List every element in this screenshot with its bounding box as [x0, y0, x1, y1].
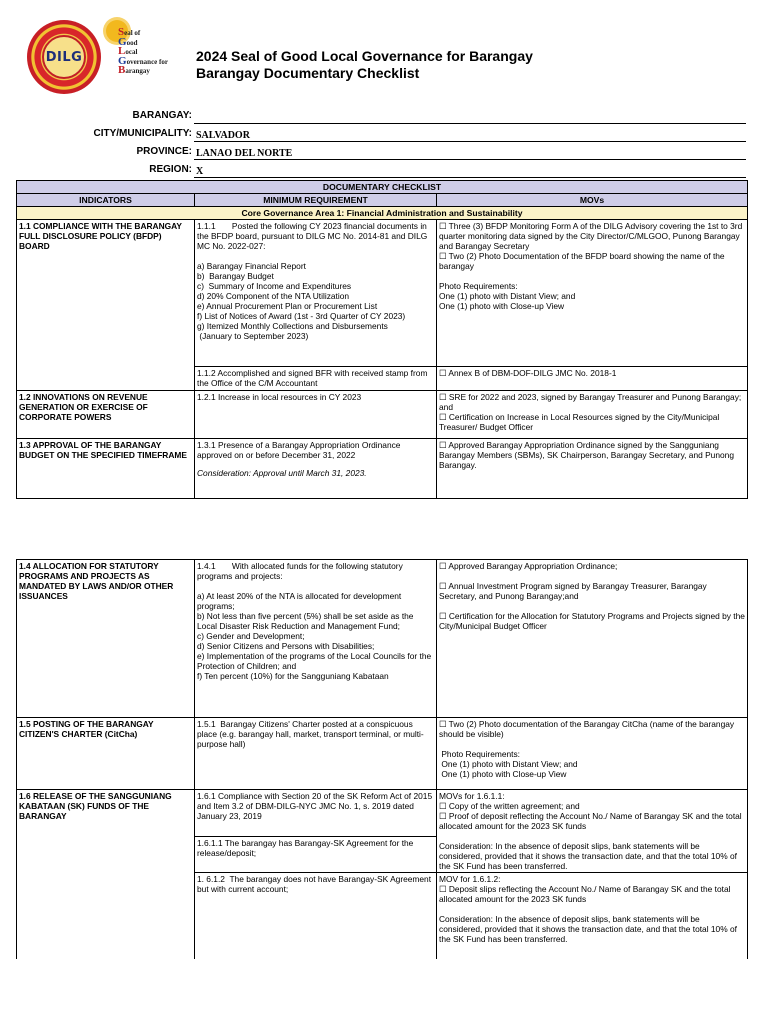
- table-row: [17, 391, 748, 439]
- region-field: [0, 164, 768, 180]
- requirement-cell: 1.5.1 Barangay Citizens' Charter posted at a conspicuous place (e.g. barangay hall, market, transport terminal, or multi-purpose hall): [195, 718, 437, 790]
- seal-of-good-local-governance-logo: Seal of Good Local Governance for Barangay: [106, 18, 184, 98]
- column-header-indicators: INDICATORS: [17, 194, 195, 207]
- requirement-text: 1.3.1 Presence of a Barangay Appropriation Ordinance approved on or before December 31, 2022: [197, 440, 403, 460]
- requirement-cell: 1.6.1.1 The barangay has Barangay-SK Agreement for the release/deposit;: [195, 836, 437, 872]
- table-row: [17, 560, 748, 718]
- mov-cell: MOVs for 1.6.1.1: ☐ Copy of the written agreement; and ☐ Proof of deposit reflecting the Account No./ Name of Barangay SK and the total allocated amount for the 2023 SK funds Consideration: In the absence of deposit slips, bank statements will be considered, provided that it shows the transaction date, and that the total 10% of the SK Fund has been transferred.: [437, 790, 748, 873]
- mov-cell: ☐ Annex B of DBM-DOF-DILG JMC No. 2018-1: [437, 367, 748, 391]
- city-label: CITY/MUNICIPALITY:: [93, 128, 192, 139]
- document-title: [196, 48, 533, 82]
- title-line-2: Barangay Documentary Checklist: [196, 65, 420, 81]
- requirement-consideration: Consideration: Approval until March 31, 2023.: [197, 468, 367, 478]
- governance-area-title: Core Governance Area 1: Financial Administration and Sustainability: [17, 207, 748, 220]
- requirement-cell: 1.1.2 Accomplished and signed BFR with received stamp from the Office of the C/M Accountant: [195, 367, 437, 391]
- mov-cell: ☐ Approved Barangay Appropriation Ordinance signed by the Sangguniang Barangay Members (SBMs), SK Chairperson, Barangay Secretary, and Punong Barangay.: [437, 439, 748, 499]
- requirement-cell: 1. 6.1.2 The barangay does not have Barangay-SK Agreement but with current account;: [195, 873, 437, 959]
- mov-cell: ☐ SRE for 2022 and 2023, signed by Barangay Treasurer and Punong Barangay; and ☐ Certification on Increase in Local Resources signed by the City/Municipal Treasurer/ Budget Officer: [437, 391, 748, 439]
- province-value[interactable]: LANAO DEL NORTE: [196, 148, 293, 159]
- requirement-cell: 1.6.1 Compliance with Section 20 of the SK Reform Act of 2015 and Item 3.2 of DBM-DILG-NYC JMC No. 1, s. 2019 dated January 23, 2019: [195, 790, 437, 837]
- requirement-cell: 1.1.1 Posted the following CY 2023 financial documents in the BFDP board, pursuant to DILG MC No. 2014-81 and DILG MC No. 2022-027: a) Barangay Financial Report b) Barangay Budget c) Summary of Income and Expenditures d) 20% Component of the NTA Utilization e) Annual Procurement Plan or Procurement List f) List of Notices of Award (1st - 3rd Quarter of CY 2023) g) Itemized Monthly Collections and Disbursements (January to September 2023): [195, 220, 437, 367]
- province-field: [0, 146, 768, 162]
- indicator-cell: 1.2 INNOVATIONS ON REVENUE GENERATION OR EXERCISE OF CORPORATE POWERS: [17, 391, 195, 439]
- region-value[interactable]: X: [196, 166, 204, 177]
- mov-cell: MOV for 1.6.1.2: ☐ Deposit slips reflecting the Account No./ Name of Barangay SK and the total allocated amount for the 2023 SK funds Consideration: In the absence of deposit slips, bank statements will be considered, provided that it shows the transaction date, and that the total 10% of the SK Fund has been transferred.: [437, 873, 748, 959]
- requirement-cell: [195, 439, 437, 499]
- indicator-cell: 1.3 APPROVAL OF THE BARANGAY BUDGET ON THE SPECIFIED TIMEFRAME: [17, 439, 195, 499]
- barangay-label: BARANGAY:: [132, 110, 192, 121]
- documentary-checklist-table: [16, 180, 748, 499]
- mov-cell: ☐ Three (3) BFDP Monitoring Form A of the DILG Advisory covering the 1st to 3rd quarter monitoring data signed by the City Director/C/MLGOO, Punong Barangay and Barangay Secretary ☐ Two (2) Photo Documentation of the BFDP board showing the name of the barangay Photo Requirements: One (1) photo with Distant View; and One (1) photo with Close-up View: [437, 220, 748, 367]
- requirement-cell: 1.2.1 Increase in local resources in CY 2023: [195, 391, 437, 439]
- title-line-1: 2024 Seal of Good Local Governance for Barangay: [196, 48, 533, 64]
- column-header-movs: MOVs: [437, 194, 748, 207]
- table-row: [17, 220, 748, 367]
- table-row: [17, 790, 748, 837]
- dilg-logo-text: DILG: [45, 49, 83, 65]
- indicator-cell: 1.1 COMPLIANCE WITH THE BARANGAY FULL DISCLOSURE POLICY (BFDP) BOARD: [17, 220, 195, 391]
- indicator-cell: 1.5 POSTING OF THE BARANGAY CITIZEN'S CHARTER (CitCha): [17, 718, 195, 790]
- city-field: [0, 128, 768, 144]
- table-row: [17, 718, 748, 790]
- mov-cell: ☐ Two (2) Photo documentation of the Barangay CitCha (name of the barangay should be visible) Photo Requirements: One (1) photo with Distant View; and One (1) photo with Close-up View: [437, 718, 748, 790]
- region-label: REGION:: [149, 164, 192, 175]
- checklist-header: DOCUMENTARY CHECKLIST: [17, 181, 748, 194]
- indicator-cell: 1.6 RELEASE OF THE SANGGUNIANG KABATAAN (SK) FUNDS OF THE BARANGAY: [17, 790, 195, 959]
- column-header-minimum-requirement: MINIMUM REQUIREMENT: [195, 194, 437, 207]
- mov-cell: ☐ Approved Barangay Appropriation Ordinance; ☐ Annual Investment Program signed by Barangay Treasurer, Barangay Secretary, and Punong Barangay;and ☐ Certification for the Allocation for Statutory Programs and Projects signed by the City/Municipal Budget Officer: [437, 560, 748, 718]
- city-value[interactable]: SALVADOR: [196, 130, 250, 141]
- table-row: [17, 439, 748, 499]
- dilg-logo: [27, 20, 101, 94]
- requirement-cell: 1.4.1 With allocated funds for the following statutory programs and projects: a) At least 20% of the NTA is allocated for development programs; b) Not less than five percent (5%) shall be set aside as the Local Disaster Risk Reduction and Management Fund; c) Gender and Development; d) Senior Citizens and Persons with Disabilities; e) Implementation of the programs of the Local Councils for the Protection of Children; and f) Ten percent (10%) for the Sangguniang Kabataan: [195, 560, 437, 718]
- indicator-cell: 1.4 ALLOCATION FOR STATUTORY PROGRAMS AND PROJECTS AS MANDATED BY LAWS AND/OR OTHER ISSUANCES: [17, 560, 195, 718]
- province-label: PROVINCE:: [136, 146, 192, 157]
- barangay-field: [0, 110, 768, 126]
- documentary-checklist-table-continued: [16, 559, 748, 959]
